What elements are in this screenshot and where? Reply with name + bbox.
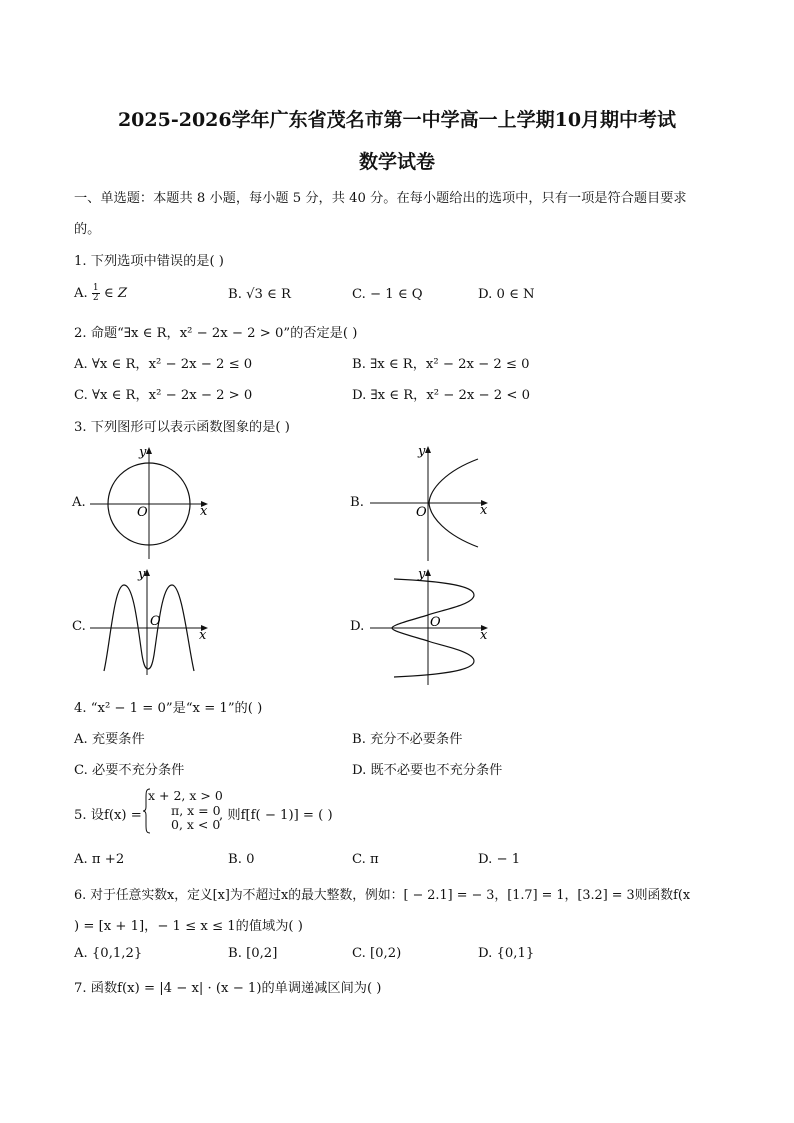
q6-option-d: D. {0,1} <box>478 946 535 961</box>
q5-option-a: A. π +2 <box>74 852 125 867</box>
q2-option-b: B. ∃x ∈ R，x² − 2x − 2 ≤ 0 <box>352 357 530 372</box>
q2-option-a: A. ∀x ∈ R，x² − 2x − 2 ≤ 0 <box>74 357 253 372</box>
q1-option-a-label: A. <box>74 286 88 301</box>
q1-option-a-rest: ∈ Z <box>103 286 127 301</box>
q3-graph-c-wave <box>88 565 213 677</box>
y-axis-label: y <box>139 445 147 460</box>
x-axis-label: x <box>480 628 488 643</box>
y-axis-label: y <box>418 444 426 459</box>
q1-stem: 1. 下列选项中错误的是( ) <box>74 254 224 269</box>
q5-case-2: π, x = 0 <box>171 803 221 818</box>
page-subtitle: 数学试卷 <box>358 151 435 173</box>
q6-stem-line1: 6. 对于任意实数x，定义[x]为不超过x的最大整数，例如：[ − 2.1] = − 3，[1.7] = 1，[3.2] = 3则函数f(x <box>74 888 691 903</box>
q4-option-a: A. 充要条件 <box>74 732 145 747</box>
section-intro-line1: 一、单选题：本题共 8 小题，每小题 5 分，共 40 分。在每小题给出的选项中，只有一项是符合题目要求 <box>74 191 687 206</box>
q6-option-c: C. [0,2) <box>352 946 402 961</box>
q1-frac-denominator: 2 <box>92 293 99 303</box>
x-axis-label: x <box>200 504 208 519</box>
q2-option-c: C. ∀x ∈ R，x² − 2x − 2 > 0 <box>74 388 253 403</box>
q1-option-d: D. 0 ∈ N <box>478 287 535 302</box>
q5-option-d: D. − 1 <box>478 852 521 867</box>
q5-option-c: C. π <box>352 852 379 867</box>
q6-option-b: B. [0,2] <box>228 946 278 961</box>
q5-case-1: x + 2, x > 0 <box>148 788 223 803</box>
q3-stem: 3. 下列图形可以表示函数图象的是( ) <box>74 420 290 435</box>
section-intro-line2: 的。 <box>74 222 101 237</box>
q4-option-b: B. 充分不必要条件 <box>352 732 463 747</box>
q1-option-c: C. − 1 ∈ Q <box>352 287 423 302</box>
q1-frac-numerator: 1 <box>92 283 99 293</box>
y-axis-label: y <box>138 567 146 582</box>
q4-option-d: D. 既不必要也不充分条件 <box>352 763 503 778</box>
q1-option-a <box>74 284 127 303</box>
q3-option-b-label: B. <box>350 495 364 510</box>
q2-stem: 2. 命题“∃x ∈ R，x² − 2x − 2 > 0”的否定是( ) <box>74 326 358 341</box>
q3-option-c-label: C. <box>72 619 86 634</box>
q5-stem-suffix: , 则f[f( − 1)] = ( ) <box>219 808 333 823</box>
origin-label: O <box>430 615 441 630</box>
y-axis-arrow <box>425 569 431 576</box>
q5-case-3: 0, x < 0 <box>171 817 221 832</box>
q1-option-b: B. √3 ∈ R <box>228 287 291 302</box>
q2-option-d: D. ∃x ∈ R，x² − 2x − 2 < 0 <box>352 388 530 403</box>
origin-label: O <box>416 505 427 520</box>
origin-label: O <box>150 614 161 629</box>
y-axis-label: y <box>418 567 426 582</box>
origin-label: O <box>137 505 148 520</box>
q5-option-b: B. 0 <box>228 852 255 867</box>
q5-stem-prefix: 5. 设f(x) = <box>74 808 142 823</box>
q3-option-a-label: A. <box>72 495 86 510</box>
q1-option-a-fraction <box>92 284 100 303</box>
q3-graph-a-circle <box>88 443 216 563</box>
q3-graph-b-parabola <box>368 443 493 565</box>
q6-option-a: A. {0,1,2} <box>74 946 143 961</box>
q3-option-d-label: D. <box>350 619 365 634</box>
q7-stem: 7. 函数f(x) = |4 − x| · (x − 1)的单调递减区间为( ) <box>74 981 382 996</box>
x-axis-label: x <box>480 503 488 518</box>
x-axis-label: x <box>199 628 207 643</box>
page-title: 2025-2026学年广东省茂名市第一中学高一上学期10月期中考试 <box>117 109 677 131</box>
q4-stem: 4. “x² − 1 = 0”是“x = 1”的( ) <box>74 701 263 716</box>
y-axis-arrow <box>146 447 152 454</box>
y-axis-arrow <box>425 446 431 453</box>
q3-graph-d-sideways <box>368 565 493 687</box>
q4-option-c: C. 必要不充分条件 <box>74 763 185 778</box>
q6-stem-line2: ) = [x + 1]，− 1 ≤ x ≤ 1的值域为( ) <box>74 919 303 934</box>
